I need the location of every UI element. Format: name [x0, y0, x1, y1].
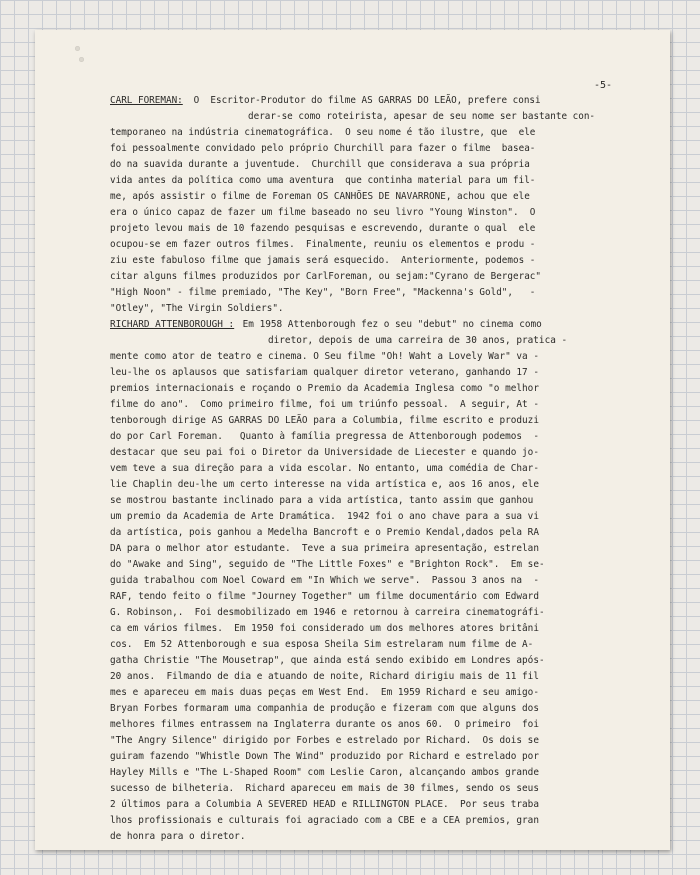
text-line: da artística, pois ganhou a Medelha Bancroft e o Premio Kendal,dados pela RA [110, 527, 539, 538]
text-line: ziu este fabuloso filme que jamais será esquecido. Anteriormente, podemos - [110, 255, 536, 266]
text-line: vem teve a sua direção para a vida escolar. No entanto, uma comédia de Char- [110, 463, 539, 474]
text-line: leu-lhe os aplausos que satisfariam qualquer diretor veterano, ganhando 17 - [110, 367, 539, 378]
text-line: melhores filmes entrassem na Inglaterra durante os anos 60. O primeiro foi [110, 719, 539, 730]
text-line: DA para o melhor ator estudante. Teve a sua primeira apresentação, estrelan [110, 543, 539, 554]
text-line: me, após assistir o filme de Foreman OS CANHÕES DE NAVARRONE, achou que ele [110, 191, 530, 202]
text-line: se mostrou bastante inclinado para a vida artística, tanto assim que ganhou [110, 495, 534, 506]
text-line: Em 1958 Attenborough fez o seu "debut" no cinema como [237, 319, 542, 330]
text-line: guiram fazendo "Whistle Down The Wind" produzido por Richard e estrelado por [110, 751, 539, 762]
text-line: O Escritor-Produtor do filme AS GARRAS DO LEÃO, prefere consi [188, 95, 541, 106]
text-line: cos. Em 52 Attenborough e sua esposa Sheila Sim estrelaram num filme de A- [110, 639, 534, 650]
text-line: derar-se como roteirista, apesar de seu nome ser bastante con- [248, 111, 596, 122]
text-line: vida antes da política como uma aventura que continha material para um fil- [110, 175, 536, 186]
text-line: do "Awake and Sing", seguido de "The Little Foxes" e "Brighton Rock". Em se- [110, 559, 545, 570]
text-line: temporaneo na indústria cinematográfica. O seu nome é tão ilustre, que ele [110, 127, 536, 138]
text-line: um premio da Academia de Arte Dramática. 1942 foi o ano chave para a sua vi [110, 511, 539, 522]
text-line: premios internacionais e roçando o Premio da Academia Inglesa como "o melhor [110, 383, 539, 394]
page-number: -5- [593, 80, 612, 91]
pin-hole [75, 46, 80, 51]
text-line: filme do ano". Como primeiro filme, foi um triúnfo pessoal. A seguir, At - [110, 399, 539, 410]
text-line: "Otley", "The Virgin Soldiers". [110, 303, 284, 314]
section-heading: CARL FOREMAN: [110, 95, 183, 106]
text-line: RAF, tendo feito o filme "Journey Together" um filme documentário com Edward [110, 591, 539, 602]
text-line: destacar que seu pai foi o Diretor da Universidade de Liecester e quando jo- [110, 447, 539, 458]
text-line: projeto levou mais de 10 fazendo pesquisas e escrevendo, durante o qual ele [110, 223, 536, 234]
text-line: citar alguns filmes produzidos por CarlForeman, ou sejam:"Cyrano de Bergerac" [110, 271, 541, 282]
text-line: era o único capaz de fazer um filme baseado no seu livro "Young Winston". O [110, 207, 536, 218]
pin-hole [79, 57, 84, 62]
text-line: do na suavida durante a juventude. Churchill que considerava a sua própria [110, 159, 530, 170]
typewritten-page [35, 30, 670, 850]
text-line: "High Noon" - filme premiado, "The Key", "Born Free", "Mackenna's Gold", - [110, 287, 536, 298]
text-line: lhos profissionais e culturais foi agraciado com a CBE e a CEA premios, gran [110, 815, 539, 826]
text-line: sucesso de bilheteria. Richard apareceu em mais de 30 filmes, sendo os seus [110, 783, 539, 794]
text-line: Bryan Forbes formaram uma companhia de produção e fizeram com que alguns dos [110, 703, 539, 714]
text-line: G. Robinson,. Foi desmobilizado em 1946 e retornou à carreira cinematográfi- [110, 607, 545, 618]
text-line: 2 últimos para a Columbia A SEVERED HEAD e RILLINGTON PLACE. Por seus traba [110, 799, 539, 810]
section-heading: RICHARD ATTENBOROUGH : [110, 319, 235, 330]
text-line: Hayley Mills e "The L-Shaped Room" com Leslie Caron, alcançando ambos grande [110, 767, 539, 778]
text-line: diretor, depois de uma carreira de 30 anos, pratica - [268, 335, 568, 346]
text-line: de honra para o diretor. [110, 831, 246, 842]
text-line: gatha Christie "The Mousetrap", que ainda está sendo exibido em Londres após- [110, 655, 545, 666]
text-line: lie Chaplin deu-lhe um certo interesse na vida artística e, aos 16 anos, ele [110, 479, 539, 490]
text-line: ocupou-se em fazer outros filmes. Finalmente, reuniu os elementos e produ - [110, 239, 536, 250]
text-line: tenborough dirige AS GARRAS DO LEÃO para a Columbia, filme escrito e produzi [110, 415, 539, 426]
text-line: mente como ator de teatro e cinema. O Seu filme "Oh! Waht a Lovely War" va - [110, 351, 539, 362]
text-line: mes e apareceu em mais duas peças em West End. Em 1959 Richard e seu amigo- [110, 687, 539, 698]
text-line: "The Angry Silence" dirigido por Forbes e estrelado por Richard. Os dois se [110, 735, 539, 746]
text-line: do por Carl Foreman. Quanto à família pregressa de Attenborough podemos - [110, 431, 539, 442]
text-line: ca em vários filmes. Em 1950 foi considerado um dos melhores atores britâni [110, 623, 539, 634]
text-line: foi pessoalmente convidado pelo próprio Churchill para fazer o filme basea- [110, 143, 536, 154]
text-line: guida trabalhou com Noel Coward em "In Which we serve". Passou 3 anos na - [110, 575, 539, 586]
text-line: 20 anos. Filmando de dia e atuando de noite, Richard dirigiu mais de 11 fil [110, 671, 539, 682]
